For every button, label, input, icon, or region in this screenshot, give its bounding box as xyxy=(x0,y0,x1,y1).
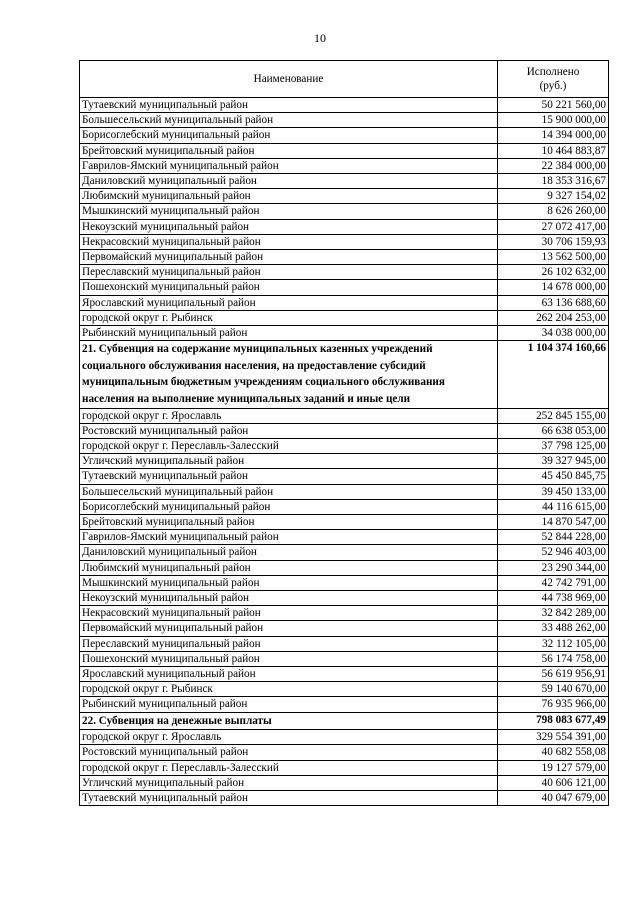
table-row xyxy=(80,636,609,651)
row-name: Угличский муниципальный район xyxy=(80,775,498,790)
row-amount: 56 174 758,00 xyxy=(498,651,609,666)
row-name: Тутаевский муниципальный район xyxy=(80,469,498,484)
row-amount: 30 706 159,93 xyxy=(498,234,609,249)
table-row xyxy=(80,484,609,499)
column-header-amount-line1: Исполнено xyxy=(526,65,580,78)
row-name: Некрасовский муниципальный район xyxy=(80,234,498,249)
table-row xyxy=(80,234,609,249)
row-name: Большесельский муниципальный район xyxy=(80,113,498,128)
row-name: Любимский муниципальный район xyxy=(80,189,498,204)
row-amount: 52 946 403,00 xyxy=(498,545,609,560)
row-amount: 40 606 121,00 xyxy=(498,775,609,790)
row-amount: 23 290 344,00 xyxy=(498,560,609,575)
row-amount: 66 638 053,00 xyxy=(498,423,609,438)
row-name: Первомайский муниципальный район xyxy=(80,621,498,636)
table-row xyxy=(80,560,609,575)
column-header-name: Наименование xyxy=(80,61,498,98)
table-row xyxy=(80,575,609,590)
row-amount: 42 742 791,00 xyxy=(498,575,609,590)
row-amount: 14 870 547,00 xyxy=(498,515,609,530)
row-amount: 56 619 956,91 xyxy=(498,667,609,682)
table-row xyxy=(80,682,609,697)
row-amount: 33 488 262,00 xyxy=(498,621,609,636)
row-name: городской округ г. Ярославль xyxy=(80,730,498,745)
row-name: Большесельский муниципальный район xyxy=(80,484,498,499)
row-amount: 40 047 679,00 xyxy=(498,791,609,806)
row-name: Даниловский муниципальный район xyxy=(80,174,498,189)
table-row xyxy=(80,158,609,173)
section-row xyxy=(80,341,609,408)
table-row xyxy=(80,760,609,775)
table-row xyxy=(80,326,609,341)
section-title: 22. Субвенция на денежные выплаты xyxy=(80,712,498,730)
table-row xyxy=(80,621,609,636)
row-amount: 39 327 945,00 xyxy=(498,454,609,469)
table-row xyxy=(80,143,609,158)
row-amount: 63 136 688,60 xyxy=(498,295,609,310)
row-amount: 19 127 579,00 xyxy=(498,760,609,775)
row-name: Ростовский муниципальный район xyxy=(80,423,498,438)
row-name: Брейтовский муниципальный район xyxy=(80,143,498,158)
row-name: городской округ г. Переславль-Залесский xyxy=(80,760,498,775)
section-row xyxy=(80,712,609,730)
column-header-amount xyxy=(498,61,609,98)
table-row xyxy=(80,98,609,113)
row-amount: 14 394 000,00 xyxy=(498,128,609,143)
row-name: Тутаевский муниципальный район xyxy=(80,791,498,806)
table-row xyxy=(80,174,609,189)
table-row xyxy=(80,250,609,265)
row-name: Любимский муниципальный район xyxy=(80,560,498,575)
row-amount: 50 221 560,00 xyxy=(498,98,609,113)
row-amount: 76 935 966,00 xyxy=(498,697,609,712)
row-name: Пошехонский муниципальный район xyxy=(80,651,498,666)
row-amount: 13 562 500,00 xyxy=(498,250,609,265)
row-name: Брейтовский муниципальный район xyxy=(80,515,498,530)
table-row xyxy=(80,667,609,682)
row-name: Ярославский муниципальный район xyxy=(80,667,498,682)
table-row xyxy=(80,128,609,143)
row-name: Угличский муниципальный район xyxy=(80,454,498,469)
row-name: Даниловский муниципальный район xyxy=(80,545,498,560)
row-amount: 15 900 000,00 xyxy=(498,113,609,128)
table-row xyxy=(80,113,609,128)
row-name: Некрасовский муниципальный район xyxy=(80,606,498,621)
section-amount: 798 083 677,49 xyxy=(498,712,609,730)
table-row xyxy=(80,730,609,745)
row-name: городской округ г. Рыбинск xyxy=(80,682,498,697)
row-amount: 27 072 417,00 xyxy=(498,219,609,234)
row-name: Рыбинский муниципальный район xyxy=(80,326,498,341)
row-name: Тутаевский муниципальный район xyxy=(80,98,498,113)
table-row xyxy=(80,515,609,530)
row-amount: 45 450 845,75 xyxy=(498,469,609,484)
row-amount: 32 112 105,00 xyxy=(498,636,609,651)
row-name: Мышкинский муниципальный район xyxy=(80,204,498,219)
row-name: Борисоглебский муниципальный район xyxy=(80,499,498,514)
table-row xyxy=(80,697,609,712)
column-header-amount-line2: (руб.) xyxy=(539,80,567,92)
row-amount: 18 353 316,67 xyxy=(498,174,609,189)
table-row xyxy=(80,280,609,295)
row-amount: 32 842 289,00 xyxy=(498,606,609,621)
row-name: Ростовский муниципальный район xyxy=(80,745,498,760)
section-title: 21. Субвенция на содержание муниципальных казенных учреждений социального обслуживания населения, на предоставление субсидий муниципальным бюджетным учреждениям социального обслуживания населения на выполнение муниципальных заданий и иные цели xyxy=(80,341,498,408)
row-amount: 10 464 883,87 xyxy=(498,143,609,158)
row-name: Борисоглебский муниципальный район xyxy=(80,128,498,143)
row-name: городской округ г. Рыбинск xyxy=(80,310,498,325)
row-amount: 329 554 391,00 xyxy=(498,730,609,745)
page-number: 10 xyxy=(314,31,326,45)
row-name: Пошехонский муниципальный район xyxy=(80,280,498,295)
row-amount: 9 327 154,02 xyxy=(498,189,609,204)
row-amount: 252 845 155,00 xyxy=(498,408,609,423)
table-row xyxy=(80,651,609,666)
row-name: Первомайский муниципальный район xyxy=(80,250,498,265)
table-row xyxy=(80,591,609,606)
row-amount: 22 384 000,00 xyxy=(498,158,609,173)
row-amount: 40 682 558,08 xyxy=(498,745,609,760)
table-row xyxy=(80,745,609,760)
row-name: Гаврилов-Ямский муниципальный район xyxy=(80,158,498,173)
row-name: Некоузский муниципальный район xyxy=(80,591,498,606)
table-row xyxy=(80,310,609,325)
row-amount: 44 738 969,00 xyxy=(498,591,609,606)
table-row xyxy=(80,204,609,219)
table-row xyxy=(80,606,609,621)
expenditure-table xyxy=(79,60,609,806)
row-name: городской округ г. Ярославль xyxy=(80,408,498,423)
row-name: Рыбинский муниципальный район xyxy=(80,697,498,712)
table-header-row xyxy=(80,61,609,98)
row-amount: 26 102 632,00 xyxy=(498,265,609,280)
table-row xyxy=(80,791,609,806)
section-amount: 1 104 374 160,66 xyxy=(498,341,609,408)
row-name: городской округ г. Переславль-Залесский xyxy=(80,439,498,454)
row-name: Ярославский муниципальный район xyxy=(80,295,498,310)
row-name: Переславский муниципальный район xyxy=(80,265,498,280)
row-amount: 37 798 125,00 xyxy=(498,439,609,454)
table-row xyxy=(80,469,609,484)
row-name: Гаврилов-Ямский муниципальный район xyxy=(80,530,498,545)
row-name: Некоузский муниципальный район xyxy=(80,219,498,234)
table-row xyxy=(80,454,609,469)
table-row xyxy=(80,775,609,790)
row-name: Переславский муниципальный район xyxy=(80,636,498,651)
row-amount: 59 140 670,00 xyxy=(498,682,609,697)
row-amount: 44 116 615,00 xyxy=(498,499,609,514)
row-amount: 14 678 000,00 xyxy=(498,280,609,295)
table-row xyxy=(80,295,609,310)
row-amount: 39 450 133,00 xyxy=(498,484,609,499)
row-amount: 34 038 000,00 xyxy=(498,326,609,341)
table-row xyxy=(80,499,609,514)
row-amount: 8 626 260,00 xyxy=(498,204,609,219)
table-row xyxy=(80,265,609,280)
table-row xyxy=(80,219,609,234)
table-row xyxy=(80,545,609,560)
table-row xyxy=(80,423,609,438)
table-row xyxy=(80,189,609,204)
table-row xyxy=(80,530,609,545)
row-name: Мышкинский муниципальный район xyxy=(80,575,498,590)
row-amount: 52 844 228,00 xyxy=(498,530,609,545)
table-row xyxy=(80,408,609,423)
table-row xyxy=(80,439,609,454)
row-amount: 262 204 253,00 xyxy=(498,310,609,325)
